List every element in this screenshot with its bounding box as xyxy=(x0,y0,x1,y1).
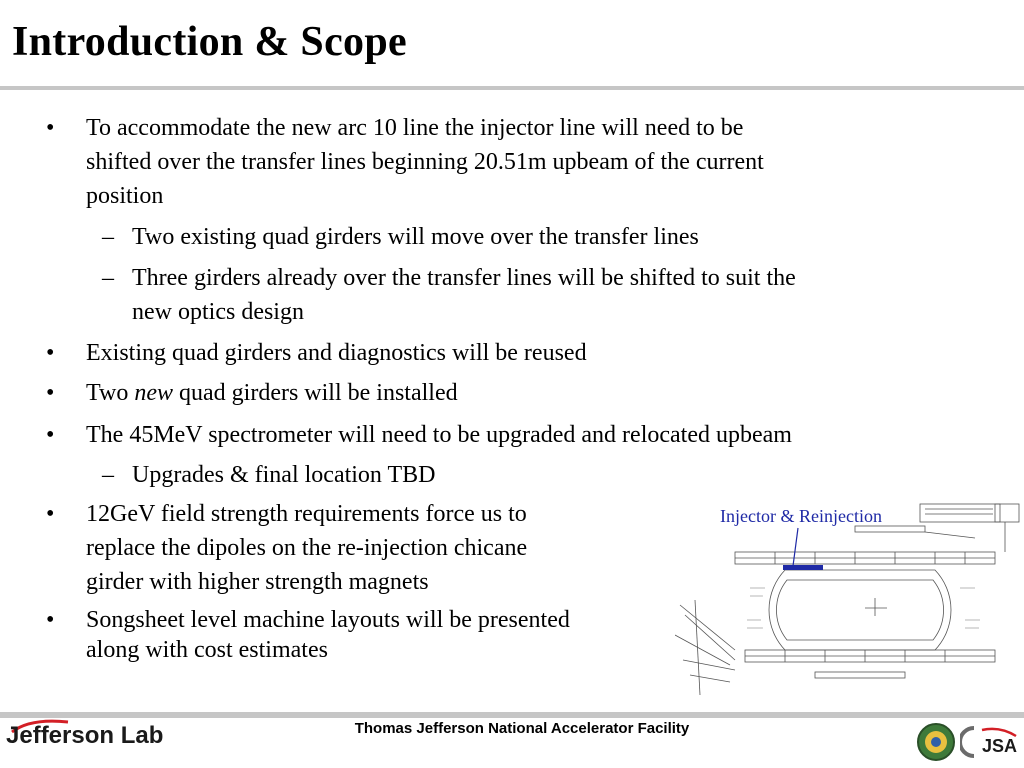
jsa-logo xyxy=(960,722,1020,767)
sub-bullet-1 xyxy=(102,220,699,254)
figure-label: Injector & Reinjection xyxy=(720,506,882,526)
bullet-3-line-1 xyxy=(86,376,458,410)
injector-highlight xyxy=(783,565,823,570)
jefferson-lab-logo xyxy=(6,722,163,750)
sub-bullet-2-line-2: new optics design xyxy=(132,299,304,325)
bullet-marker: • xyxy=(46,380,55,406)
jsa-mark-icon xyxy=(960,722,1020,762)
dash-marker: – xyxy=(102,265,114,291)
bullet-3 xyxy=(46,376,458,410)
dash-marker: – xyxy=(102,462,114,488)
bullet-6 xyxy=(46,603,570,667)
footer-center-text: Thomas Jefferson National Accelerator Facility xyxy=(354,720,690,737)
bullet-2-line-1: Existing quad girders and diagnostics will be reused xyxy=(86,340,587,366)
bullet-6-line-2: along with cost estimates xyxy=(86,637,328,663)
footer-divider xyxy=(0,712,1024,718)
bullet-5 xyxy=(46,497,528,599)
bullet-5-line-1: 12GeV field strength requirements force us to xyxy=(86,501,527,527)
sub-bullet-2 xyxy=(102,261,796,329)
bullet-marker: • xyxy=(46,422,55,448)
dash-marker: – xyxy=(102,224,114,250)
bullet-4-line-1: The 45MeV spectrometer will need to be upgraded and relocated upbeam xyxy=(86,422,792,448)
bullet-5-line-3: girder with higher strength magnets xyxy=(86,569,429,595)
bullet-marker: • xyxy=(46,607,55,633)
bullet-6-line-1: Songsheet level machine layouts will be presented xyxy=(86,607,570,633)
jsa-logo-text: JSA xyxy=(982,736,1018,756)
sub-bullet-3 xyxy=(102,458,436,492)
bullet-marker: • xyxy=(46,340,55,366)
bullet-5-line-2: replace the dipoles on the re-injection chicane xyxy=(86,535,528,561)
bullet-1-line-3: position xyxy=(86,183,164,209)
bullet-3-post: quad girders will be installed xyxy=(173,380,458,406)
bullet-1-line-1: To accommodate the new arc 10 line the injector line will need to be xyxy=(86,115,744,141)
bullet-1 xyxy=(46,111,764,213)
sub-bullet-2-line-1: Three girders already over the transfer lines will be shifted to suit the xyxy=(132,265,796,291)
accelerator-layout-drawing xyxy=(675,500,1024,698)
bullet-marker: • xyxy=(46,501,55,527)
bullet-3-emphasis: new xyxy=(134,380,173,406)
logo-text: Jefferson Lab xyxy=(6,722,164,749)
bullet-2 xyxy=(46,336,587,370)
title-divider xyxy=(0,86,1024,90)
slide-title: Introduction & Scope xyxy=(12,19,407,65)
bullet-1-line-2: shifted over the transfer lines beginning 20.51m upbeam of the current xyxy=(86,149,764,175)
sub-bullet-3-line-1: Upgrades & final location TBD xyxy=(132,462,436,488)
bullet-marker: • xyxy=(46,115,55,141)
bullet-3-pre: Two xyxy=(86,380,135,406)
bullet-4 xyxy=(46,418,792,452)
sub-bullet-1-line-1: Two existing quad girders will move over the transfer lines xyxy=(132,224,699,250)
doe-seal-icon xyxy=(916,722,956,762)
